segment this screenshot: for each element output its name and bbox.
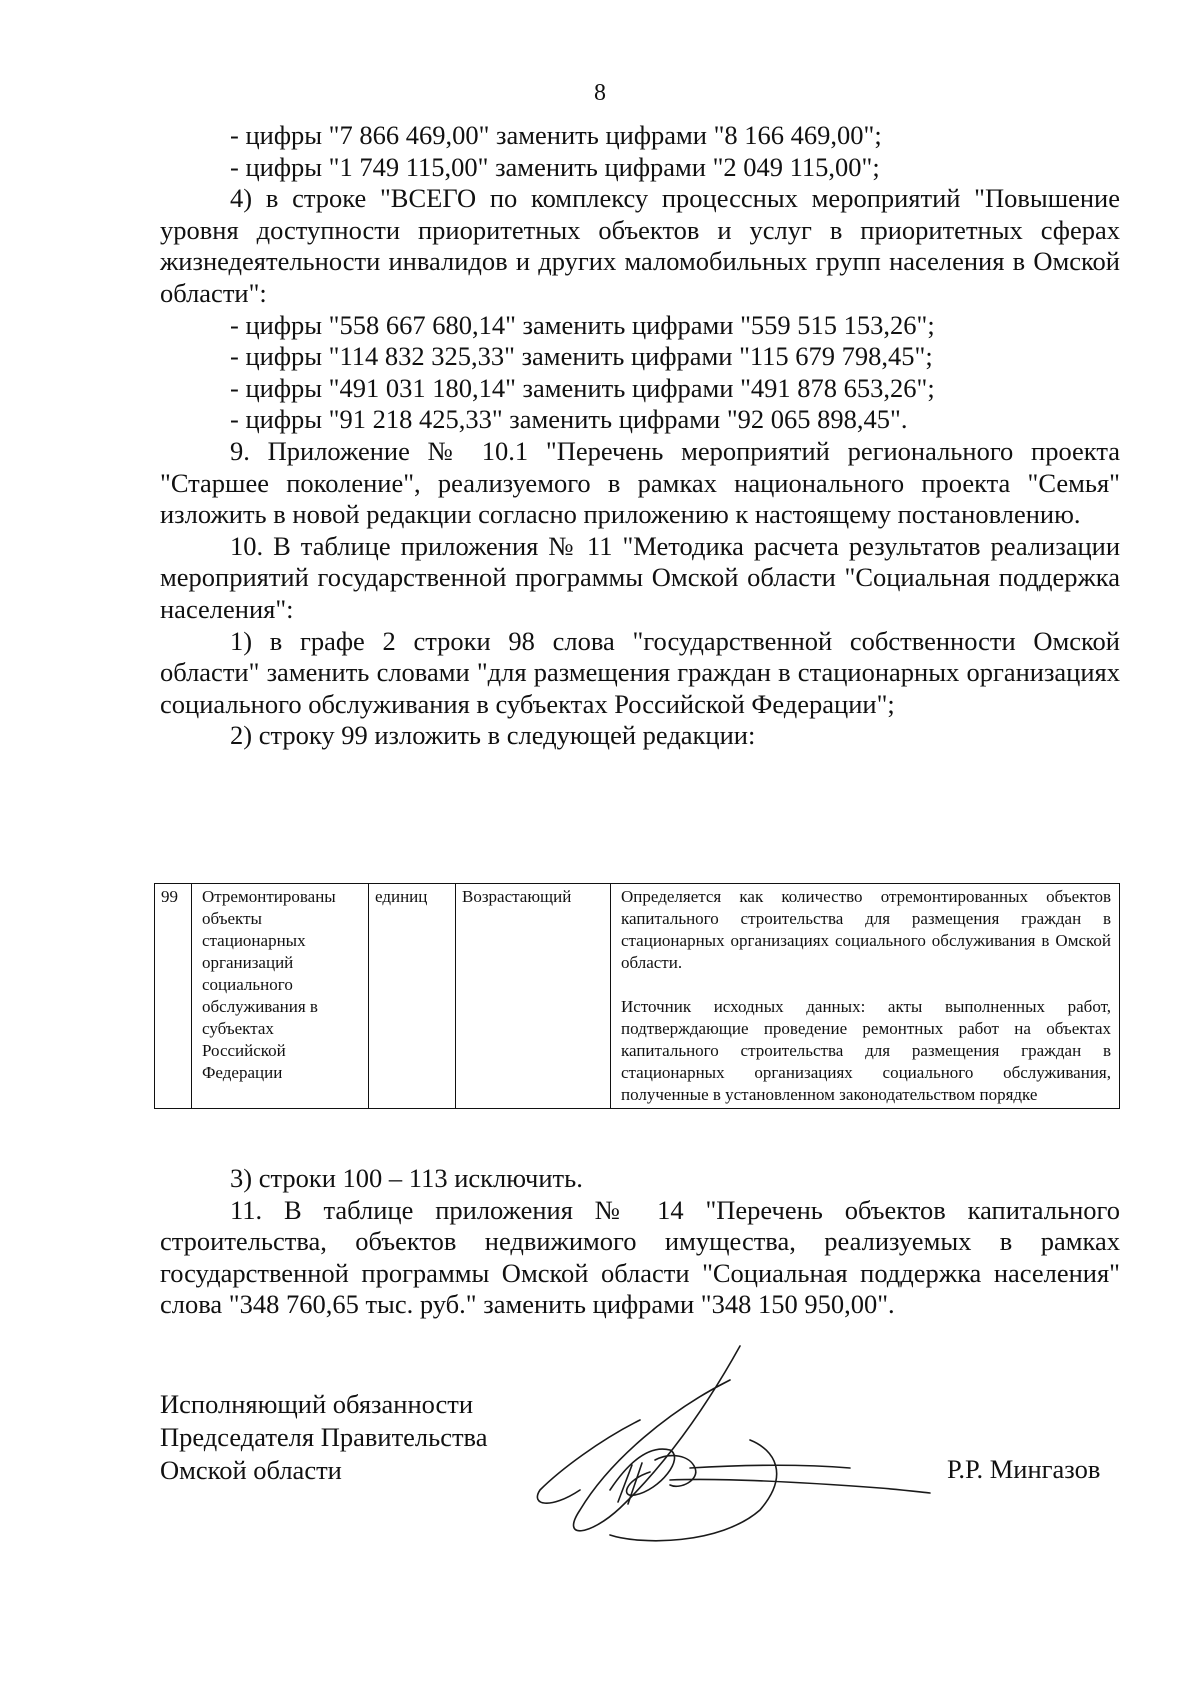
paragraph-item-10: 10. В таблице приложения № 11 "Методика расчета результатов реализации мероприятий государственной программы Омской области "Социальная поддержка населения":	[160, 530, 1120, 624]
type-cell: Возрастающий	[456, 884, 611, 1109]
paragraph-replace-3: - цифры "558 667 680,14" заменить цифрами "559 515 153,26";	[230, 309, 935, 340]
paragraph-replace-6: - цифры "91 218 425,33" заменить цифрами "92 065 898,45".	[230, 404, 908, 435]
amendment-table	[154, 883, 1120, 1109]
paragraph-item-11: 11. В таблице приложения № 14 "Перечень объектов капитального строительства, объектов недвижимого имущества, реализуемых в рамках государственной программы Омской области "Социальная поддержка населения" слова "348 760,65 тыс. руб." заменить цифрами "348 150 950,00".	[160, 1194, 1120, 1320]
paragraph-item-9: 9. Приложение № 10.1 "Перечень мероприятий регионального проекта "Старшее поколение", реализуемого в рамках национального проекта "Семья" изложить в новой редакции согласно приложению к настоящему постановлению.	[160, 435, 1120, 530]
row-number-cell: 99	[155, 884, 192, 1109]
method-text: Определяется как количество отремонтированных объектов капитального строительства для размещения граждан в стационарных организациях социального обслуживания в Омской области.	[621, 887, 1111, 972]
paragraph-replace-2: - цифры "1 749 115,00" заменить цифрами "2 049 115,00";	[230, 151, 880, 182]
paragraph-replace-4: - цифры "114 832 325,33" заменить цифрами "115 679 798,45";	[230, 341, 933, 372]
data-source-text: Источник исходных данных: акты выполненных работ, подтверждающие проведение ремонтных работ на объектах капитального строительства для размещения граждан в стационарных организациях социального обслуживания, полученные в установленном законодательством порядке	[621, 997, 1111, 1104]
paragraph-subitem-1: 1) в графе 2 строки 98 слова "государственной собственности Омской области" заменить словами "для размещения граждан в стационарных организациях социального обслуживания в субъектах Российской Федерации";	[160, 625, 1120, 719]
signatory-name: Р.Р. Мингазов	[947, 1454, 1101, 1484]
signatory-title-line: Исполняющий обязанности	[160, 1389, 474, 1419]
document-body-top	[160, 120, 1120, 752]
paragraph-replace-1: - цифры "7 866 469,00" заменить цифрами "8 166 469,00";	[230, 120, 882, 150]
paragraph-subitem-3: 3) строки 100 – 113 исключить.	[230, 1163, 583, 1193]
document-body-bottom	[160, 1163, 1120, 1321]
signatory-title-line: Омской области	[160, 1455, 342, 1485]
signatory-title-line: Председателя Правительства	[160, 1422, 488, 1452]
paragraph-subitem-2: 2) строку 99 изложить в следующей редакции:	[230, 720, 756, 751]
unit-cell: единиц	[369, 884, 456, 1109]
result-name-cell: Отремонтированы объекты стационарных организаций социального обслуживания в субъектах Российской Федерации	[192, 884, 369, 1109]
paragraph-item-4: 4) в строке "ВСЕГО по комплексу процессных мероприятий "Повышение уровня доступности приоритетных объектов и услуг в приоритетных сферах жизнедеятельности инвалидов и других маломобильных групп населения в Омской области":	[160, 183, 1120, 308]
handwritten-signature	[520, 1340, 940, 1550]
method-cell	[611, 884, 1120, 1109]
paragraph-replace-5: - цифры "491 031 180,14" заменить цифрами "491 878 653,26";	[230, 372, 935, 403]
page-number: 8	[594, 80, 606, 106]
signatory-title	[160, 1388, 488, 1487]
table-row	[155, 884, 1120, 1109]
